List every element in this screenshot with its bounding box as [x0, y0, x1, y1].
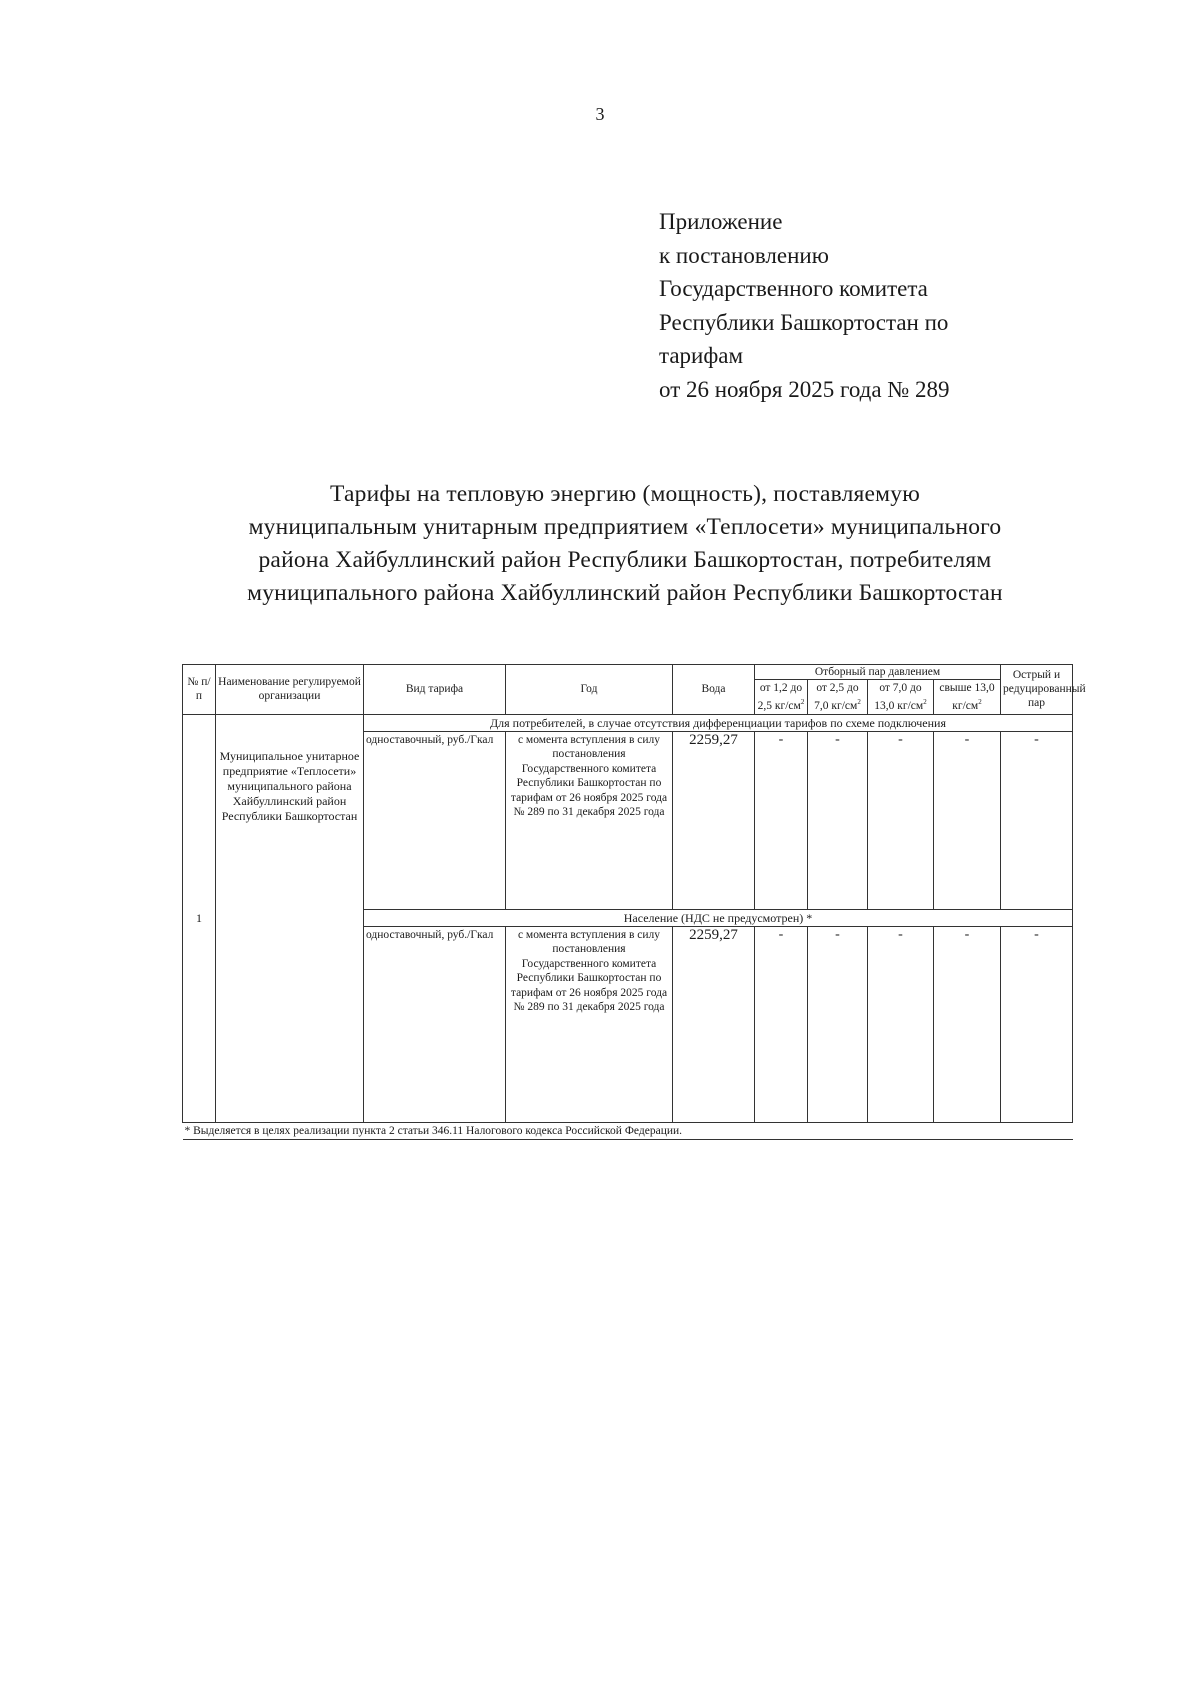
- appendix-line: Приложение: [659, 209, 783, 234]
- steam-1-value: -: [755, 926, 808, 1122]
- appendix-line: тарифам: [659, 343, 744, 368]
- section-title: Население (НДС не предусмотрен) *: [364, 909, 1073, 926]
- appendix-line: от 26 ноября 2025 года № 289: [659, 376, 950, 402]
- tariff-type-cell: одноставочный, руб./Гкал: [364, 926, 506, 1122]
- year-cell: с момента вступления в силу постановления Государственного комитета Республики Башкортостан по тарифам от 26 ноября 2025 года № 289 по 31 декабря 2025 года: [506, 926, 673, 1122]
- header-steam-group: Отборный пар давлением: [755, 665, 1001, 680]
- sharp-steam-value: -: [1001, 731, 1073, 909]
- steam-2-value: -: [808, 731, 868, 909]
- section-row: [183, 714, 1073, 731]
- organization-name: Муниципальное унитарное предприятие «Теплосети» муниципального района Хайбуллинский район Республики Башкортостан: [216, 714, 364, 1122]
- header-num: № п/п: [183, 665, 216, 715]
- header-water: Вода: [673, 665, 755, 715]
- page-number: 3: [595, 104, 605, 124]
- header-steam-2: от 2,5 до 7,0 $кг/см^2$: [808, 680, 868, 715]
- tariff-type-cell: одноставочный, руб./Гкал: [364, 731, 506, 909]
- steam-3-value: -: [868, 731, 934, 909]
- title-line: муниципальным унитарным предприятием «Теплосети» муниципального: [248, 514, 1002, 540]
- header-tariff-type: Вид тарифа: [364, 665, 506, 715]
- steam-3-value: -: [868, 926, 934, 1122]
- appendix-line: Республики Башкортостан по: [659, 309, 949, 335]
- header-row: [183, 665, 1073, 680]
- header-year: Год: [506, 665, 673, 715]
- header-organization: Наименование регулируемой организации: [216, 665, 364, 715]
- section-title: Для потребителей, в случае отсутствия дифференциации тарифов по схеме подключения: [364, 714, 1073, 731]
- steam-4-value: -: [934, 731, 1001, 909]
- steam-2-value: -: [808, 926, 868, 1122]
- sharp-steam-value: -: [1001, 926, 1073, 1122]
- header-steam-1: от 1,2 до 2,5 $кг/см^2$: [755, 680, 808, 715]
- header-sharp-steam: Острый и редуцированный пар: [1001, 665, 1073, 715]
- tariff-table: [182, 664, 1086, 1140]
- document-title: [185, 478, 1065, 610]
- footnote: * Выделяется в целях реализации пункта 2 статьи 346.11 Налогового кодекса Российской Федерации.: [183, 1122, 1073, 1139]
- header-steam-3: от 7,0 до 13,0 $кг/см^2$: [868, 680, 934, 715]
- appendix-line: Государственного комитета: [659, 276, 928, 301]
- water-value: 2259,27: [673, 731, 755, 909]
- title-line: муниципального района Хайбуллинский район Республики Башкортостан: [247, 580, 1003, 606]
- row-number: 1: [183, 714, 216, 1122]
- appendix-line: к постановлению: [659, 242, 829, 268]
- year-cell: с момента вступления в силу постановления Государственного комитета Республики Башкортостан по тарифам от 26 ноября 2025 года № 289 по 31 декабря 2025 года: [506, 731, 673, 909]
- water-value: 2259,27: [673, 926, 755, 1122]
- steam-4-value: -: [934, 926, 1001, 1122]
- appendix-block: [659, 205, 950, 406]
- header-steam-4: свыше 13,0 $кг/см^2$: [934, 680, 1001, 715]
- steam-1-value: -: [755, 731, 808, 909]
- title-line: Тарифы на тепловую энергию (мощность), поставляемую: [330, 481, 920, 507]
- title-line: района Хайбуллинский район Республики Башкортостан, потребителям: [258, 547, 992, 573]
- footnote-row: [183, 1122, 1073, 1139]
